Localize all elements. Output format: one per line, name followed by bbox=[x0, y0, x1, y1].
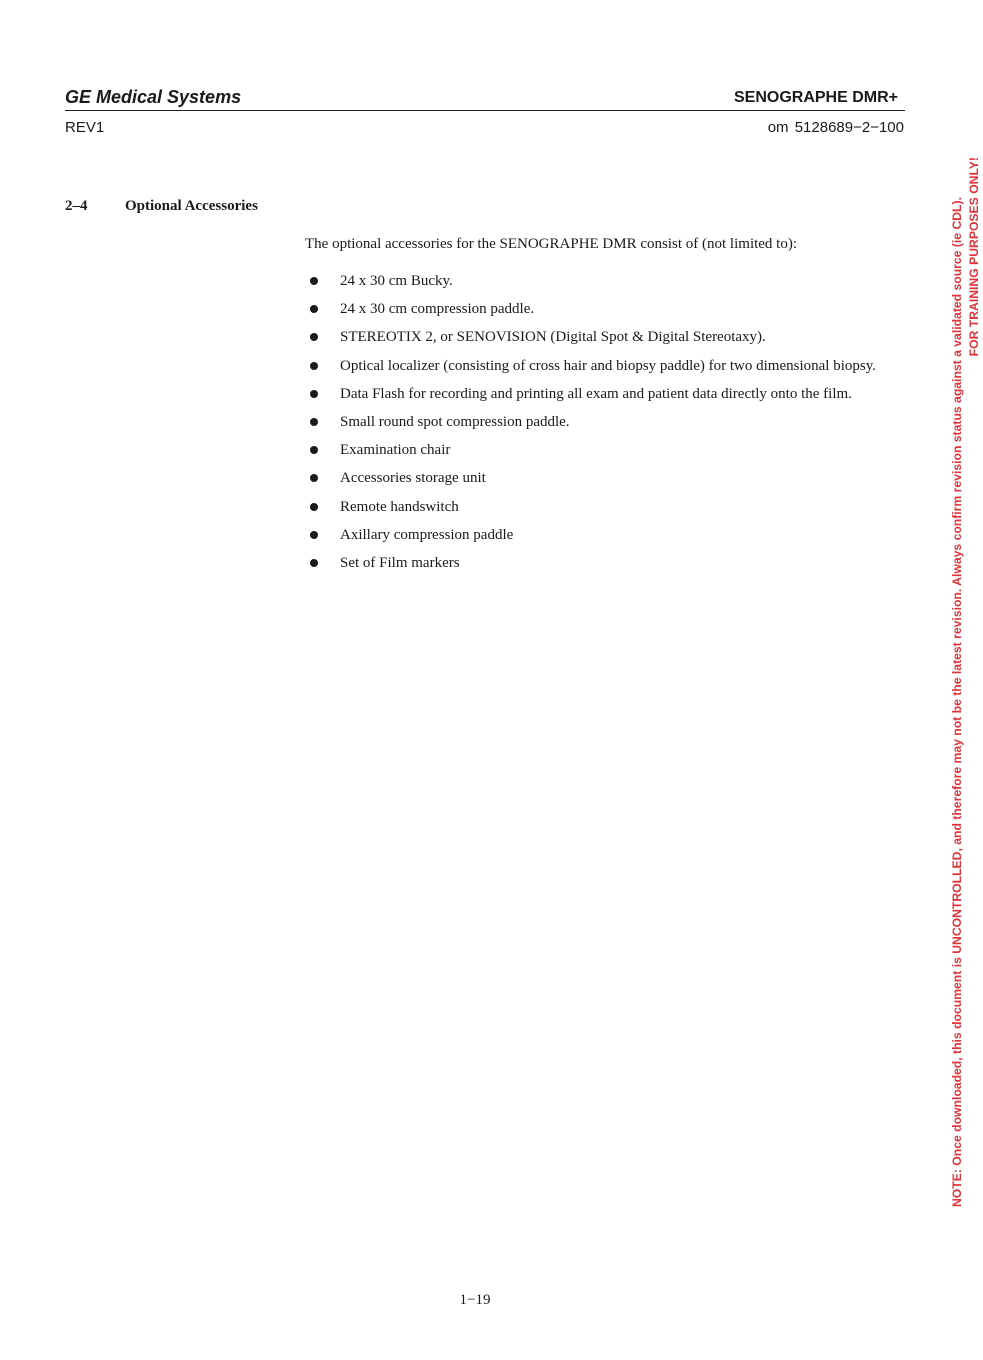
list-item bbox=[305, 525, 905, 545]
list-item-text: STEREOTIX 2, or SENOVISION (Digital Spot & Digital Stereotaxy). bbox=[340, 329, 766, 346]
accessories-list bbox=[305, 271, 905, 581]
list-item bbox=[305, 553, 905, 573]
list-item bbox=[305, 468, 905, 488]
list-item-text: 24 x 30 cm Bucky. bbox=[340, 273, 453, 289]
header-rule bbox=[65, 110, 905, 111]
list-item-text: Axillary compression paddle bbox=[340, 526, 514, 543]
bullet-icon bbox=[310, 474, 318, 482]
bullet-icon bbox=[310, 305, 318, 313]
list-item bbox=[305, 412, 905, 432]
list-item-text: Accessories storage unit bbox=[340, 470, 486, 487]
bullet-icon bbox=[310, 446, 318, 454]
page-number: 1−19 bbox=[459, 1292, 491, 1308]
list-item bbox=[305, 327, 905, 347]
list-item-text: Set of Film markers bbox=[340, 554, 460, 571]
list-item-text: 24 x 30 cm compression paddle. bbox=[340, 301, 535, 318]
bullet-icon bbox=[310, 531, 318, 539]
list-item bbox=[305, 299, 905, 319]
list-item bbox=[305, 384, 905, 404]
bullet-icon bbox=[310, 277, 318, 285]
list-item-text: Optical localizer (consisting of cross hair and biopsy paddle) for two dimensional biopsy. bbox=[340, 357, 876, 374]
list-item-text: Small round spot compression paddle. bbox=[340, 413, 570, 430]
section-intro: The optional accessories for the SENOGRAPHE DMR consist of (not limited to): bbox=[305, 236, 798, 252]
bullet-icon bbox=[310, 559, 318, 567]
watermark-note: NOTE: Once downloaded, this document is UNCONTROLLED, and therefore may not be the latest revision. Always confirm revision status against a validated source (ie CDL). bbox=[950, 197, 964, 1207]
watermark-training: FOR TRAINING PURPOSES ONLY! bbox=[967, 157, 981, 357]
bullet-icon bbox=[310, 503, 318, 511]
training-watermark bbox=[949, 157, 983, 1207]
revision-label: REV1 bbox=[65, 119, 105, 136]
list-item bbox=[305, 271, 905, 291]
section-title: Optional Accessories bbox=[125, 198, 258, 214]
section-number: 2–4 bbox=[65, 198, 88, 214]
company-name: GE Medical Systems bbox=[65, 87, 242, 107]
product-name: SENOGRAPHE DMR+ bbox=[733, 89, 898, 106]
list-item bbox=[305, 440, 905, 460]
list-item bbox=[305, 497, 905, 517]
list-item-text: Data Flash for recording and printing all exam and patient data directly onto the film. bbox=[340, 385, 852, 402]
bullet-icon bbox=[310, 418, 318, 426]
document-number: om 5128689−2−100 bbox=[767, 119, 904, 136]
list-item-text: Examination chair bbox=[340, 442, 451, 459]
bullet-icon bbox=[310, 390, 318, 398]
bullet-icon bbox=[310, 362, 318, 370]
bullet-icon bbox=[310, 333, 318, 341]
list-item bbox=[305, 356, 905, 376]
list-item-text: Remote handswitch bbox=[340, 498, 459, 515]
